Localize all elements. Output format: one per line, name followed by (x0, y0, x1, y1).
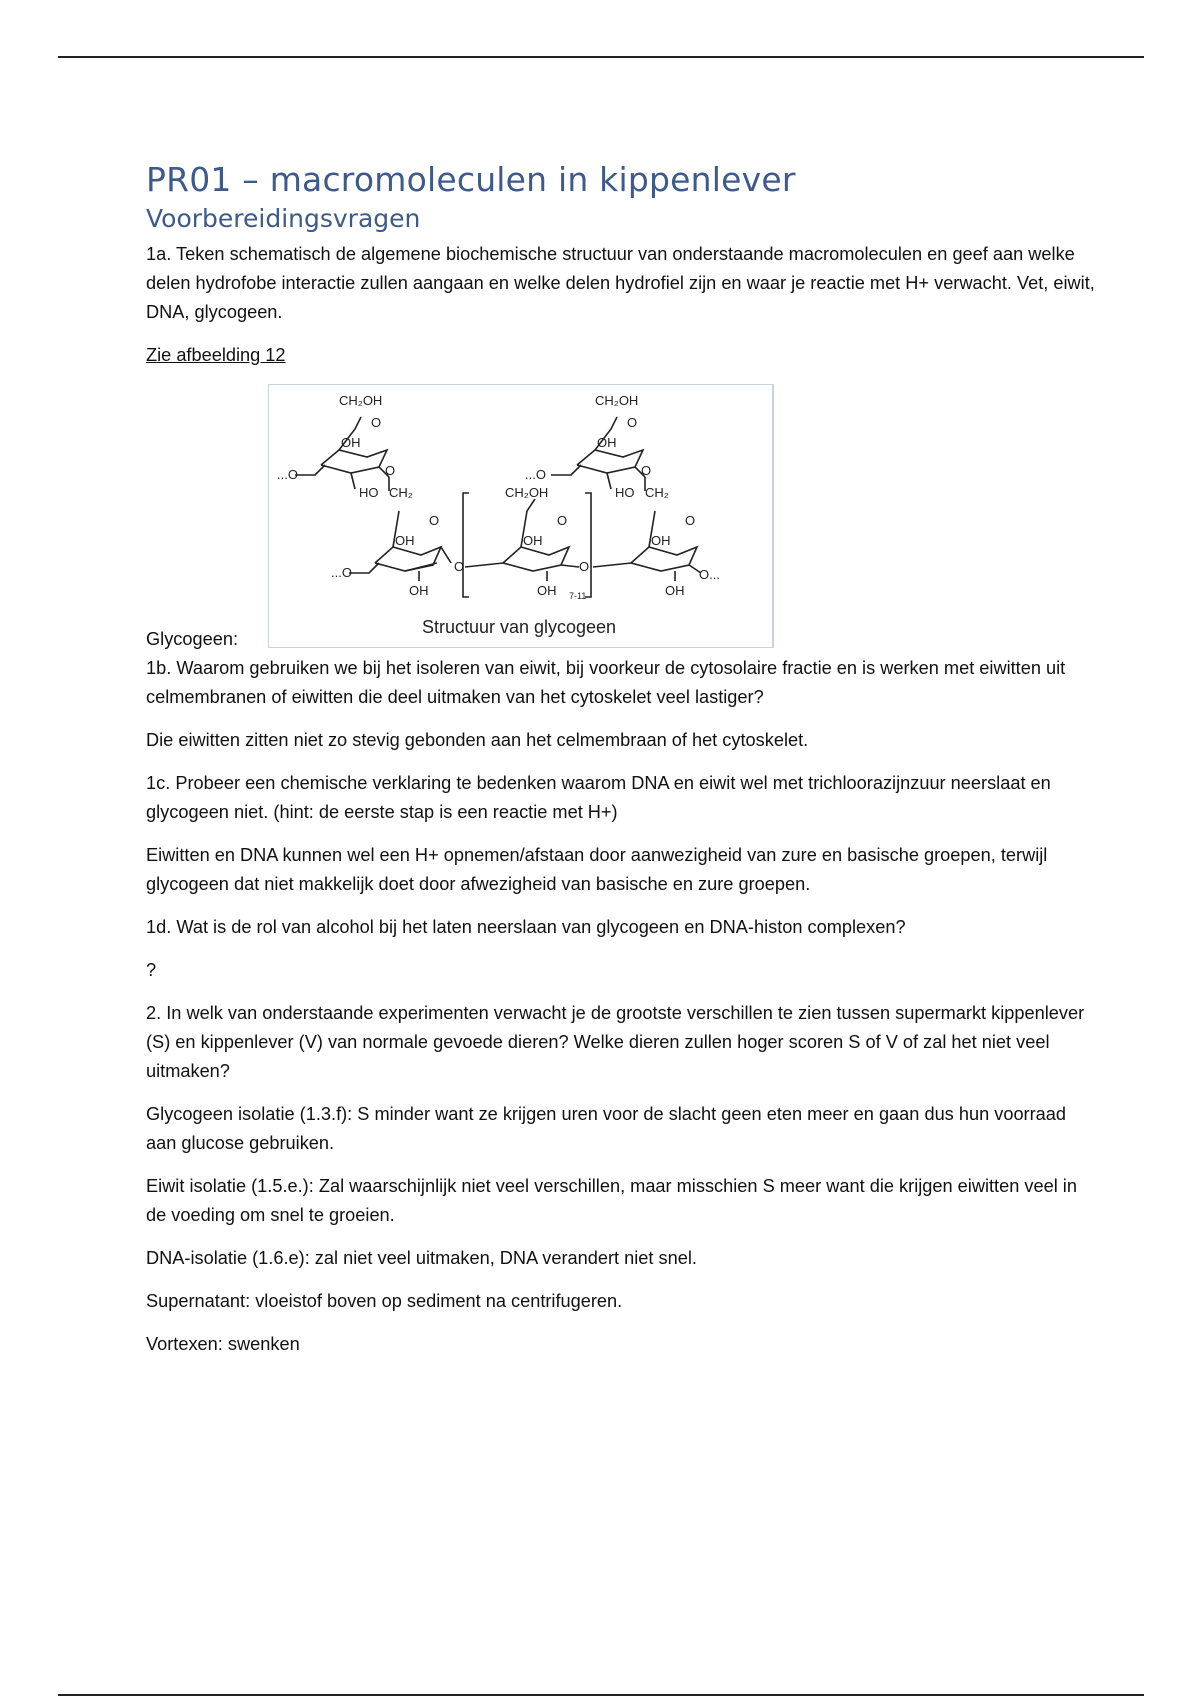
chem-label-oh: OH (651, 533, 671, 548)
chem-label-oh: OH (395, 533, 415, 548)
chem-label-o: O (454, 559, 465, 574)
glycogen-figure-row (146, 384, 1096, 649)
chem-label-ellipsis-o: ...O (331, 565, 352, 580)
answer-1d: ? (146, 960, 157, 980)
chem-label-ho: HO (615, 485, 635, 500)
footer-rule (58, 1694, 1144, 1696)
chem-label-ch2: CH₂ (645, 485, 669, 500)
chem-label-ch2oh: CH₂OH (339, 393, 383, 408)
chem-label-o: O (627, 415, 638, 430)
repeat-count-label: 7-11 (569, 591, 587, 601)
chem-label-oh: OH (409, 583, 429, 598)
chem-label-oh: OH (597, 435, 617, 450)
chem-label-o: O (557, 513, 568, 528)
chem-label-o: O (641, 463, 652, 478)
page-title: PR01 – macromoleculen in kippenlever (146, 160, 796, 199)
chem-label-o: O (429, 513, 440, 528)
chem-label-ellipsis-o: ...O (525, 467, 546, 482)
chem-label-ellipsis-o: ...O (277, 467, 298, 482)
question-1a: 1a. Teken schematisch de algemene biochemische structuur van onderstaande macromoleculen en geef aan welke delen hydrofobe interactie zullen aangaan en welke delen hydrofiel zijn en waar je reactie met H+ verwacht. Vet, eiwit, DNA, glycogeen. (146, 244, 1095, 322)
answer-1b: Die eiwitten zitten niet zo stevig gebonden aan het celmembraan of het cytoskelet. (146, 730, 809, 750)
chem-label-o: O (685, 513, 696, 528)
definition-supernatant: Supernatant: vloeistof boven op sediment na centrifugeren. (146, 1291, 623, 1311)
chem-label-o-ellipsis: O... (699, 567, 720, 582)
chem-label-ch2oh: CH₂OH (595, 393, 639, 408)
definition-vortexen: Vortexen: swenken (146, 1334, 300, 1354)
figure-reference-link[interactable]: Zie afbeelding 12 (146, 345, 286, 365)
glycogen-structure-diagram (269, 385, 770, 647)
chem-label-o: O (385, 463, 396, 478)
glycogen-structure-figure (268, 384, 774, 648)
section-heading: Voorbereidingsvragen (146, 204, 421, 233)
question-1c: 1c. Probeer een chemische verklaring te bedenken waarom DNA en eiwit wel met trichloorazijnzuur neerslaat en glycogeen niet. (hint: de eerste stap is een reactie met H+) (146, 773, 1051, 822)
chem-label-oh: OH (523, 533, 543, 548)
chem-label-ho: HO (359, 485, 379, 500)
answer-2-dna: DNA-isolatie (1.6.e): zal niet veel uitmaken, DNA verandert niet snel. (146, 1248, 697, 1268)
question-2: 2. In welk van onderstaande experimenten verwacht je de grootste verschillen te zien tussen supermarkt kippenlever (S) en kippenlever (V) van normale gevoede dieren? Welke dieren zullen hoger scoren S of V of zal het niet veel uitmaken? (146, 1003, 1085, 1081)
chem-label-oh: OH (537, 583, 557, 598)
answer-1c: Eiwitten en DNA kunnen wel een H+ opnemen/afstaan door aanwezigheid van zure en basische groepen, terwijl glycogeen dat niet makkelijk doet door afwezigheid van basische en zure groepen. (146, 845, 1048, 894)
chem-label-ch2: CH₂ (389, 485, 413, 500)
question-1b: 1b. Waarom gebruiken we bij het isoleren van eiwit, bij voorkeur de cytosolaire fractie en is werken met eiwitten uit celmembranen of eiwitten die deel uitmaken van het cytoskelet veel lastiger? (146, 658, 1066, 707)
chem-label-oh: OH (341, 435, 361, 450)
figure-caption: Structuur van glycogeen (421, 617, 617, 637)
header-rule (58, 56, 1144, 58)
question-1d: 1d. Wat is de rol van alcohol bij het laten neerslaan van glycogeen en DNA-histon complexen? (146, 917, 906, 937)
chem-label-o: O (371, 415, 382, 430)
figure-label: Glycogeen: (146, 629, 239, 649)
answer-2-glycogeen: Glycogeen isolatie (1.3.f): S minder want ze krijgen uren voor de slacht geen eten meer en gaan dus hun voorraad aan glucose gebruiken. (146, 1104, 1067, 1153)
chem-label-oh: OH (665, 583, 685, 598)
document-body (146, 160, 1096, 1373)
chem-label-ch2oh: CH₂OH (505, 485, 549, 500)
chem-label-o: O (579, 559, 590, 574)
answer-2-eiwit: Eiwit isolatie (1.5.e.): Zal waarschijnlijk niet veel verschillen, maar misschien S meer want die krijgen eiwitten veel in de voeding om snel te groeien. (146, 1176, 1077, 1225)
